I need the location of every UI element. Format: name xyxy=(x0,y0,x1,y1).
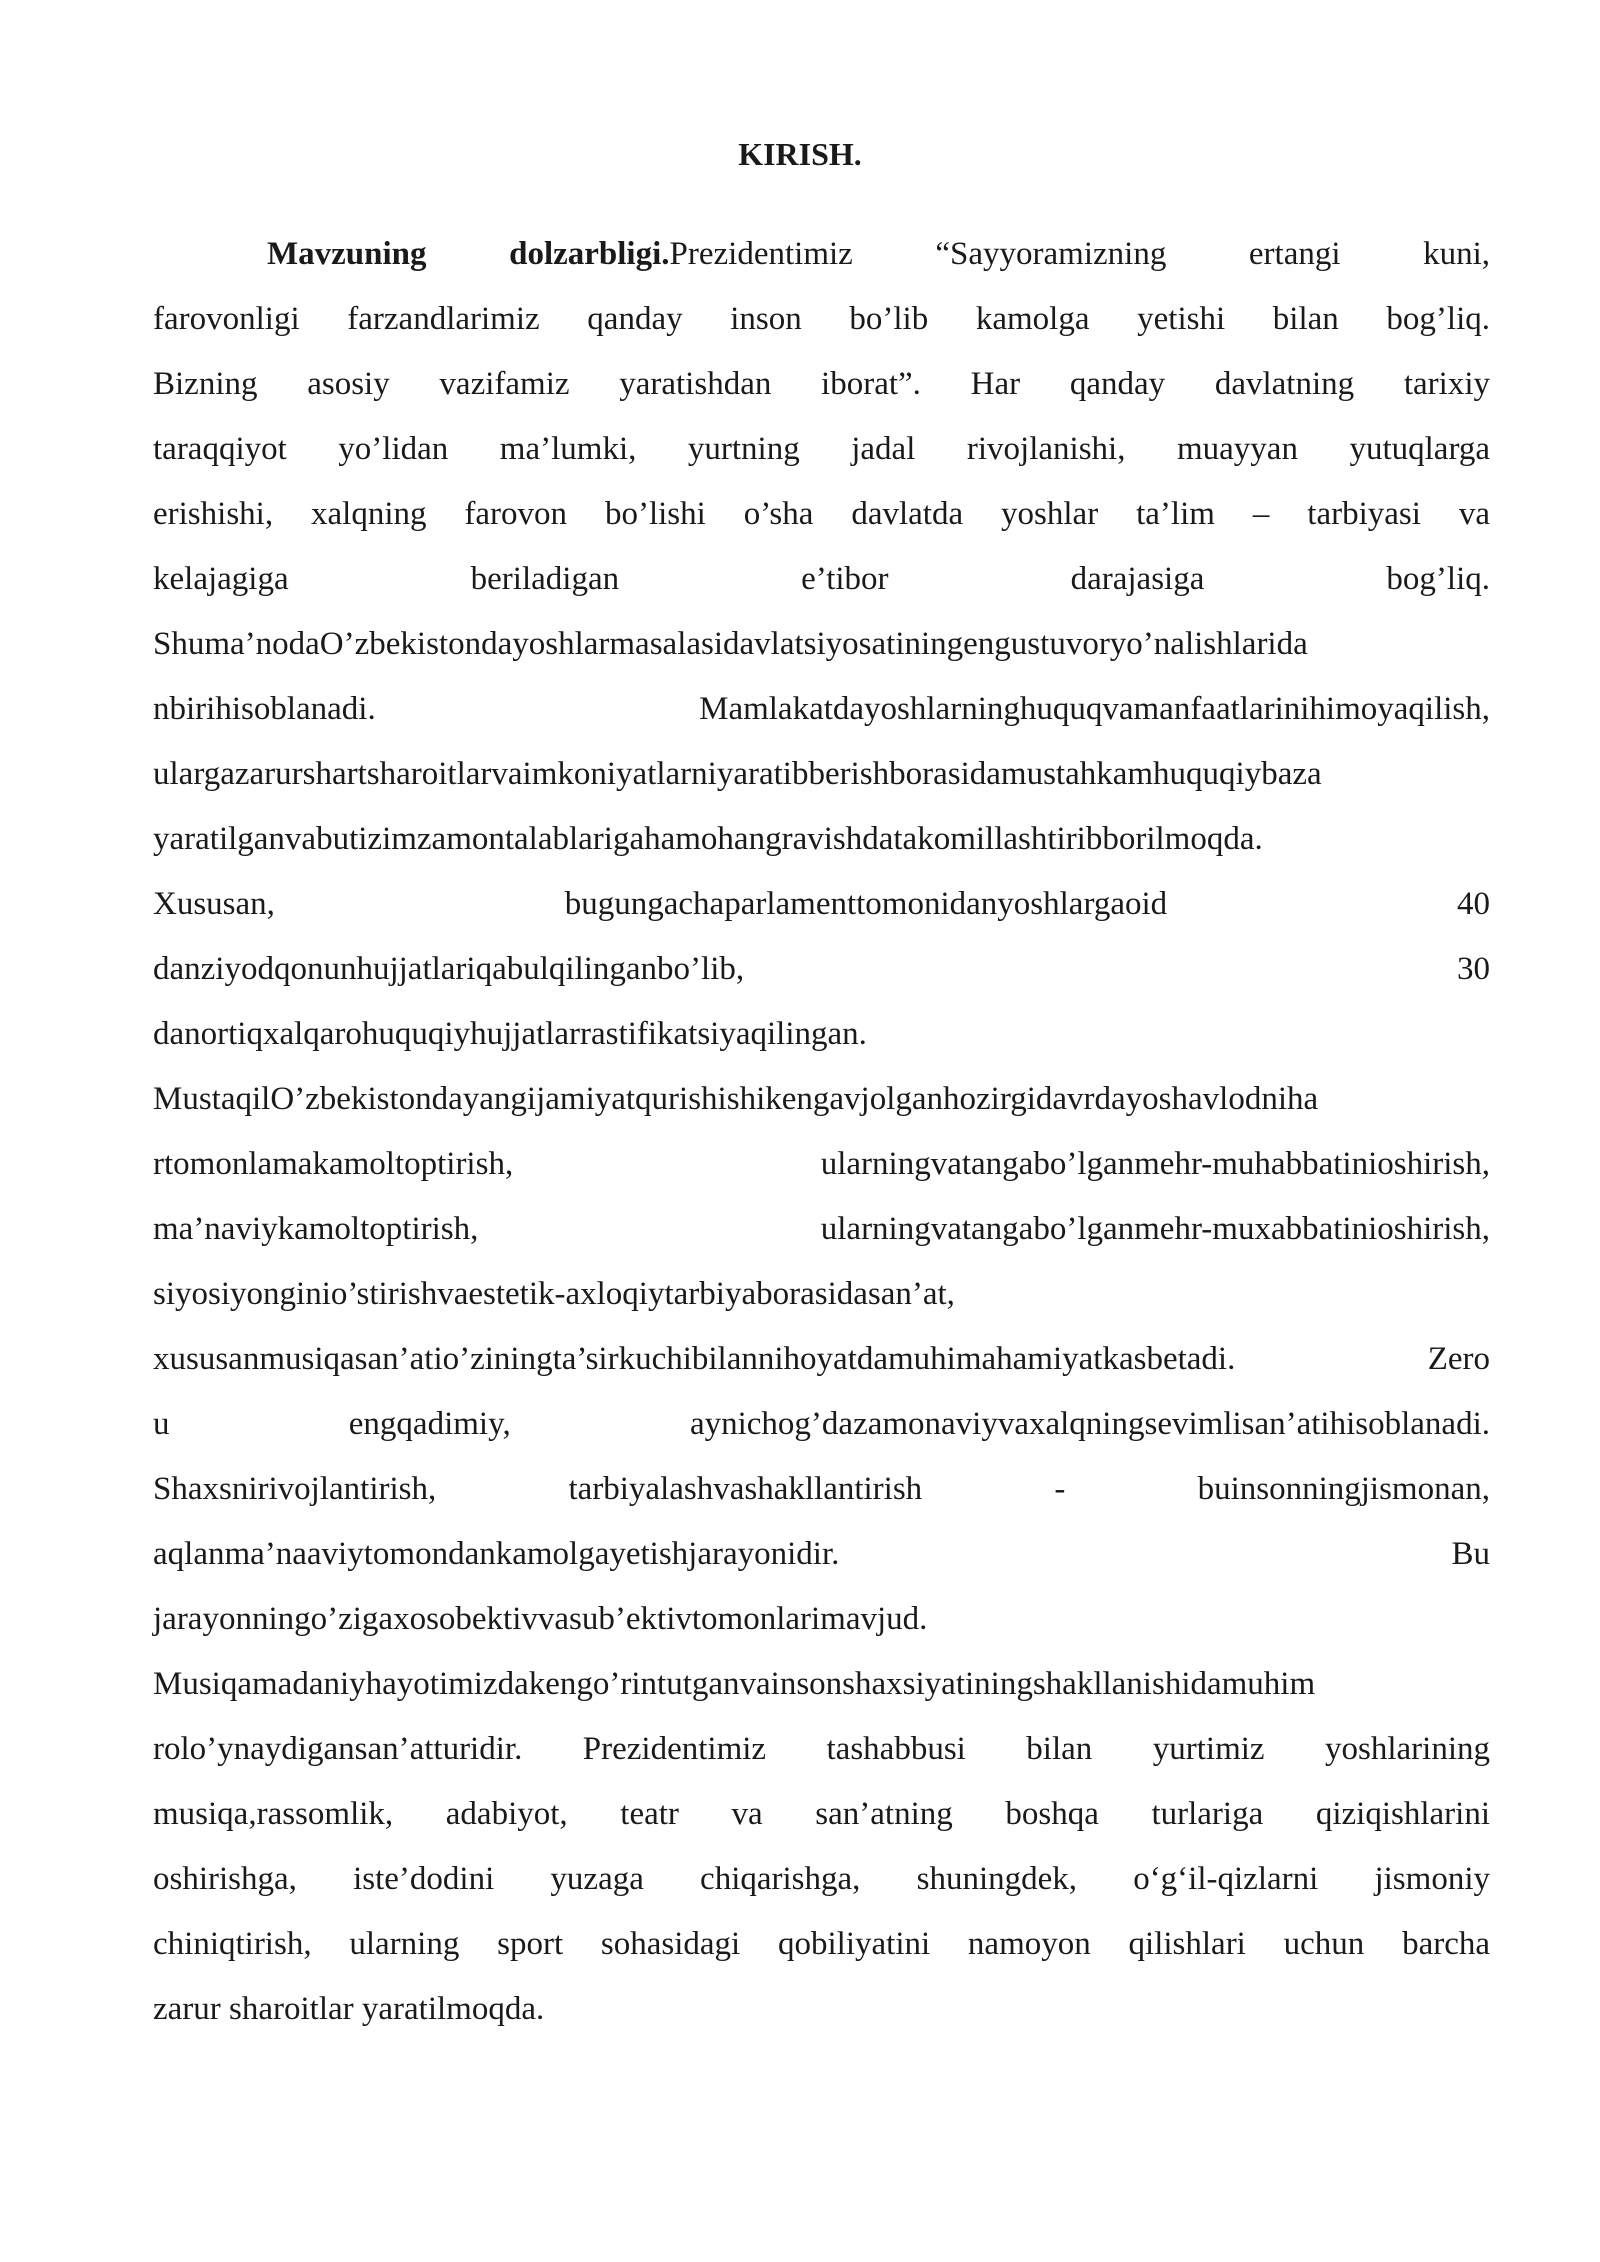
text-line: jarayonningo’zigaxosobektivvasub’ektivtomonlarimavjud. xyxy=(153,1601,928,1637)
text-line: taraqqiyot yo’lidan ma’lumki, yurtning jadal rivojlanishi, muayyan yutuqlarga xyxy=(153,431,1490,467)
text-line: kelajagiga beriladigan e’tibor darajasiga bog’liq. xyxy=(153,561,1490,597)
lead-heading: Mavzuning dolzarbligi. xyxy=(267,236,670,272)
text-line: MustaqilO’zbekistondayangijamiyatqurishishikengavjolganhozirgidavrdayoshavlodniha xyxy=(153,1081,1319,1117)
text-line: danortiqxalqarohuquqiyhujjatlarrastifikatsiyaqilingan. xyxy=(153,1016,867,1052)
text-line: oshirishga, iste’dodini yuzaga chiqarishga, shuningdek, o‘g‘il-qizlarni jismoniy xyxy=(153,1861,1490,1897)
text-line: Xususan, bugungachaparlamenttomonidanyoshlargaoid 40 xyxy=(153,886,1490,922)
text-line: yaratilganvabutizimzamontalablarigahamohangravishdatakomillashtiribborilmoqda. xyxy=(153,821,1263,857)
text-line: u engqadimiy, aynichog’dazamonaviyvaxalqningsevimlisan’atihisoblanadi. xyxy=(153,1406,1490,1442)
page-title: KIRISH. xyxy=(738,136,862,172)
text-line: rtomonlamakamoltoptirish, ularningvatangabo’lganmehr-muhabbatinioshirish, xyxy=(153,1146,1490,1182)
text-line: zarur sharoitlar yaratilmoqda. xyxy=(153,1991,545,2027)
text-line: nbirihisoblanadi. Mamlakatdayoshlarninghuquqvamanfaatlarinihimoyaqilish, xyxy=(153,691,1490,727)
text-line: musiqa,rassomlik, adabiyot, teatr va san’atning boshqa turlariga qiziqishlarini xyxy=(153,1796,1490,1832)
text-line xyxy=(153,222,1490,287)
text-line: xususanmusiqasan’atio’ziningta’sirkuchibilannihoyatdamuhimahamiyatkasbetadi. Zero xyxy=(153,1341,1490,1377)
body-paragraph xyxy=(153,222,1490,2042)
text-line: Bizning asosiy vazifamiz yaratishdan iborat”. Har qanday davlatning tarixiy xyxy=(153,366,1490,402)
text-line: aqlanma’naaviytomondankamolgayetishjarayonidir. Bu xyxy=(153,1536,1490,1572)
text-line: Shuma’nodaO’zbekistondayoshlarmasalasidavlatsiyosatiningengustuvoryo’nalishlarida xyxy=(153,626,1308,662)
text-line: farovonligi farzandlarimiz qanday inson bo’lib kamolga yetishi bilan bog’liq. xyxy=(153,301,1490,337)
text-line: danziyodqonunhujjatlariqabulqilinganbo’lib, 30 xyxy=(153,951,1490,987)
text-line: Shaxsnirivojlantirish, tarbiyalashvashakllantirish - buinsonningjismonan, xyxy=(153,1471,1490,1507)
text-line-content: Prezidentimiz “Sayyoramizning ertangi kuni, xyxy=(669,236,1491,272)
text-line: ma’naviykamoltoptirish, ularningvatangabo’lganmehr-muxabbatinioshirish, xyxy=(153,1211,1490,1247)
text-line: Musiqamadaniyhayotimizdakengo’rintutganvainsonshaxsiyatiningshakllanishidamuhim xyxy=(153,1666,1316,1702)
text-line: erishishi, xalqning farovon bo’lishi o’sha davlatda yoshlar ta’lim – tarbiyasi va xyxy=(153,496,1490,532)
text-line: ulargazarurshartsharoitlarvaimkoniyatlarniyaratibberishborasidamustahkamhuquqiybaza xyxy=(153,756,1322,792)
text-line: siyosiyonginio’stirishvaestetik-axloqiytarbiyaborasidasan’at, xyxy=(153,1276,955,1312)
text-line: chiniqtirish, ularning sport sohasidagi qobiliyatini namoyon qilishlari uchun barcha xyxy=(153,1926,1490,1962)
text-line: rolo’ynaydigansan’atturidir. Prezidentimiz tashabbusi bilan yurtimiz yoshlarining xyxy=(153,1731,1490,1767)
